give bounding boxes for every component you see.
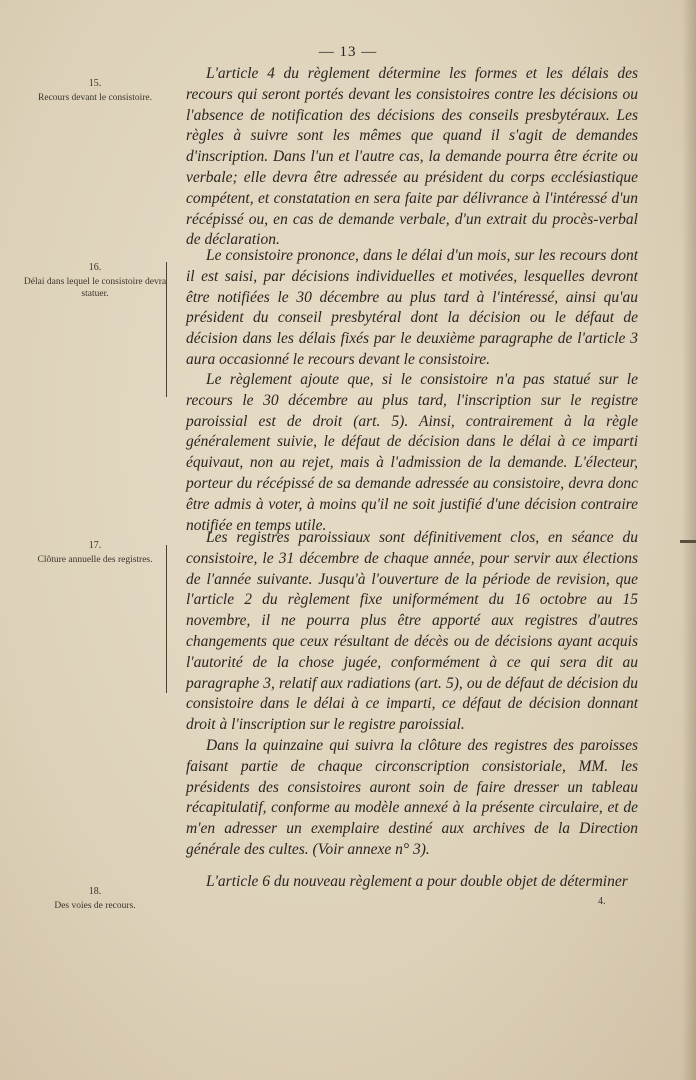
- signature-mark: 4.: [598, 896, 606, 907]
- margin-note-label: Des voies de recours.: [54, 901, 136, 911]
- paragraph-article-6: L'article 6 du nouveau règlement a pour double objet de déterminer: [206, 873, 628, 890]
- paragraph-reglement: Le règlement ajoute que, si le consistoire n'a pas statué sur le recours le 30 décembre au plus tard, l'inscription sur le registre paroissial est de droit (art. 5). Ainsi, contrairement à la règle généralement suivie, le défaut de décision dans le délai à ce imparti équivaut, non au rejet, mais à l'admission de la demande. L'électeur, porteur du récépissé de sa demande adressée au consistoire, devra donc être admis à voter, à moins qu'il ne soit justifié d'une décision contraire notifiée en temps utile.: [186, 371, 638, 534]
- paragraph-quinzaine: Dans la quinzaine qui suivra la clôture des registres des paroisses faisant partie de chaque circonscription consistoriale, MM. les présidents des consistoires auront soin de faire dresser un tableau récapitulatif, conforme au modèle annexé à la présente circulaire, et de m'en adresser un exemplaire destiné aux archives de la Direction générale des cultes. (Voir annexe n° 3).: [186, 737, 638, 858]
- paragraph-cloture: Les registres paroissiaux sont définitivement clos, en séance du consistoire, le 31 décembre de chaque année, pour servir aux élections de l'année suivante. Jusqu'à l'ouverture de la période de revision, que l'article 2 du règlement fixe uniformément du 16 octobre au 15 novembre, il ne pourra plus être apporté aux registres d'autres changements que ceux résultant de décès ou de décisions ayant acquis l'autorité de la chose jugée, conformément à ce qui sera dit au paragraphe 3, relatif aux radiations (art. 5), ou de défaut de décision du consistoire dans le délai à ce imparti, ce défaut de décision donnant droit à l'inscription sur le registre paroissial.: [186, 529, 638, 734]
- paragraph-recours: L'article 4 du règlement détermine les formes et les délais des recours qui seront portés devant les consistoires contre les décisions ou l'absence de notification des décisions des conseils presbytéraux. Les règles à suivre sont les mêmes que quand il s'agit de demandes d'inscription. Dans l'un et l'autre cas, la demande pourra être écrite ou verbale; elle devra être adressée au président du corps ecclésiastique compétent, et constatation en sera faite par délivrance à l'intéressé d'un récépissé ou, en cas de demande verbale, d'un extrait du procès-verbal de déclaration.: [186, 65, 638, 249]
- page-fold-mark: [680, 540, 696, 543]
- margin-note-number: 15.: [88, 78, 102, 89]
- margin-note-15: [20, 78, 170, 104]
- margin-note-number: 17.: [88, 540, 102, 551]
- margin-note-17: [20, 540, 170, 566]
- margin-note-number: 18.: [88, 886, 102, 897]
- margin-note-16: [20, 262, 170, 300]
- margin-bracket: [166, 262, 167, 397]
- margin-note-label: Clôture annuelle des registres.: [37, 555, 153, 565]
- margin-note-number: 16.: [88, 262, 102, 273]
- paragraph-delai: Le consistoire prononce, dans le délai d'un mois, sur les recours dont il est saisi, par décisions individuelles et motivées, lesquelles devront être notifiées le 30 décembre au plus tard à l'intéressé, ainsi qu'au président du conseil presbytéral dont la décision ou le défaut de décision dans les délais fixés par le deuxième paragraphe de l'article 3 aura occasionné le recours devant le consistoire.: [186, 247, 638, 368]
- page-number: — 13 —: [318, 44, 378, 60]
- margin-note-label: Délai dans lequel le consistoire devra statuer.: [23, 277, 167, 299]
- margin-note-18: [20, 886, 170, 912]
- margin-bracket: [166, 545, 167, 693]
- margin-note-label: Recours devant le consistoire.: [38, 93, 152, 103]
